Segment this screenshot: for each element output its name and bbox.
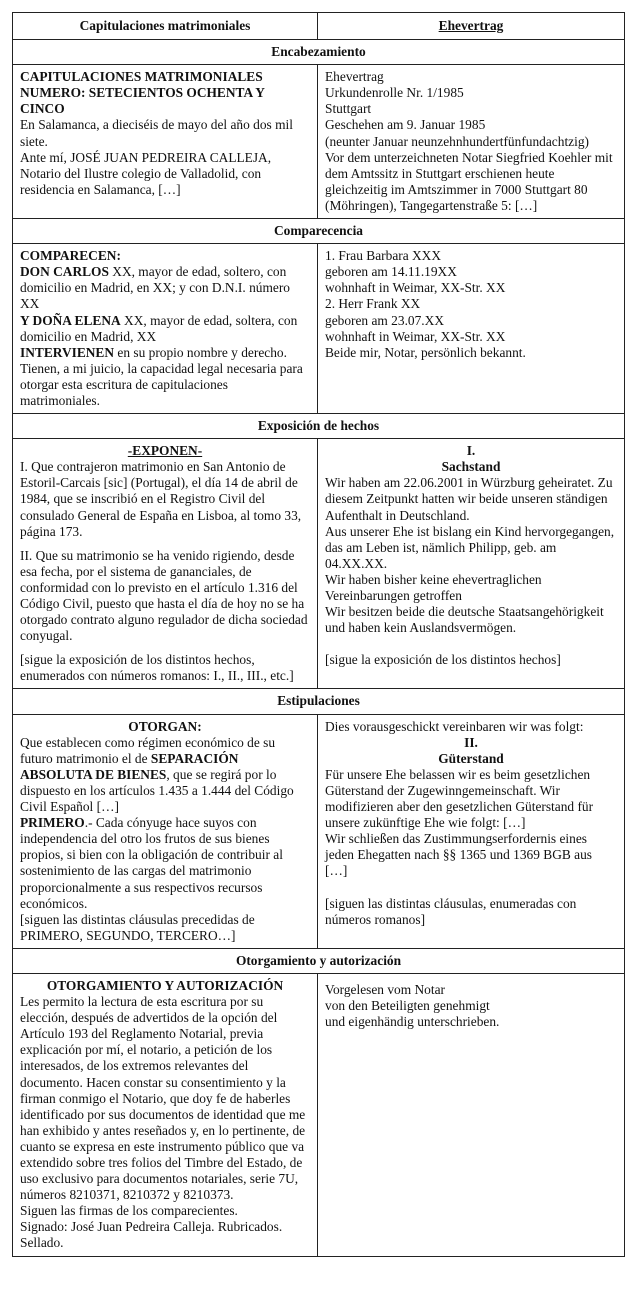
section-band — [13, 948, 625, 973]
contract-comparison-document — [12, 12, 624, 1257]
paragraph: Aus unserer Ehe ist bislang ein Kind hervorgegangen, das am Leben ist, nämlich Philipp, geb. am 04.XX.XX. — [325, 523, 615, 571]
header-row — [13, 13, 625, 40]
section-title-estipulaciones: Estipulaciones — [13, 689, 625, 714]
line: Vorgelesen vom Notar — [325, 981, 445, 997]
paragraph — [20, 345, 310, 361]
header-spanish: Capitulaciones matrimoniales — [13, 13, 318, 40]
paragraph — [20, 313, 310, 345]
section-row-otorgamiento — [13, 973, 625, 1256]
line: Urkundenrolle Nr. 1/1985 — [325, 85, 464, 101]
section-band — [13, 40, 625, 65]
paragraph: [sigue la exposición de los distintos hechos] — [325, 652, 561, 668]
section-heading: COMPARECEN: — [20, 248, 121, 264]
clause-label: PRIMERO — [20, 815, 85, 831]
line: 2. Herr Frank XX — [325, 296, 421, 312]
line: 1. Frau Barbara XXX — [325, 248, 442, 264]
party-name: Y DOÑA ELENA — [20, 312, 121, 328]
party-name: DON CARLOS — [20, 264, 109, 280]
section-title-otorgamiento: Otorgamiento y autorización — [13, 948, 625, 973]
text: , que se regirá por lo dispuesto en los artículos 1.435 a 1.444 del Código Civil Español […] — [20, 766, 294, 815]
paragraph: II. Que su matrimonio se ha venido rigiendo, desde esa fecha, por el sistema de gananciales, de conformidad con lo previsto en el artículo 1.316 del Código Civil, puesto que hasta el día de hoy no se ha otorgado contrato alguno regulador de dicha sociedad conyugal. — [20, 547, 308, 644]
section-title-comparecencia: Comparecencia — [13, 219, 625, 244]
german-cell — [318, 439, 625, 689]
line: geboren am 23.07.XX — [325, 312, 444, 328]
text: Que establecen como régimen económico de su futuro matrimonio el de — [20, 734, 276, 766]
spanish-cell — [13, 65, 318, 219]
section-band — [13, 689, 625, 714]
paragraph: Wir schließen das Zustimmungserfordernis eines jeden Ehegatten nach §§ 1365 und 1369 BGB aus […] — [325, 831, 593, 879]
party-details: XX, mayor de edad, soltero, con domicilio en Madrid, en XX; y con D.N.I. número XX — [20, 264, 290, 312]
header-german: Ehevertrag — [318, 13, 625, 40]
spanish-cell — [13, 973, 318, 1256]
section-row-estipulaciones — [13, 714, 625, 948]
section-number: II. — [464, 734, 478, 750]
line: geboren am 14.11.19XX — [325, 264, 457, 280]
text: en su propio nombre y derecho. — [114, 344, 287, 360]
party-details: XX, mayor de edad, soltera, con domicilio en Madrid, XX — [20, 312, 298, 344]
paragraph: Wir haben am 22.06.2001 in Würzburg geheiratet. Zu diesem Zeitpunkt hatten wir beide unseren ständigen Aufenthalt in Deutschland. — [325, 475, 613, 523]
section-title-encabezamiento: Encabezamiento — [13, 40, 625, 65]
paragraph — [20, 815, 310, 912]
spanish-cell — [13, 244, 318, 414]
line: Geschehen am 9. Januar 1985 — [325, 117, 486, 133]
section-heading: Güterstand — [438, 750, 504, 766]
section-heading: OTORGAN: — [128, 718, 202, 734]
german-cell — [318, 65, 625, 219]
paragraph: [sigue la exposición de los distintos hechos, enumerados con números romanos: I., II., III., etc.] — [20, 652, 294, 684]
section-title-exposicion: Exposición de hechos — [13, 414, 625, 439]
line: von den Beteiligten genehmigt — [325, 998, 490, 1014]
paragraph: Tienen, a mi juicio, la capacidad legal necesaria para otorgar esta escritura de capitulaciones matrimoniales. — [20, 360, 303, 408]
german-cell — [318, 244, 625, 414]
paragraph: Siguen las firmas de los comparecientes. — [20, 1203, 238, 1219]
paragraph: Ante mí, JOSÉ JUAN PEDREIRA CALLEJA, Notario del Ilustre colegio de Valladolid, con residencia en Salamanca, […] — [20, 149, 272, 197]
keyword: INTERVIENEN — [20, 344, 115, 360]
paragraph: Wir haben bisher keine ehevertraglichen Vereinbarungen getroffen — [325, 571, 542, 603]
paragraph: Vor dem unterzeichneten Notar Siegfried Koehler mit dem Amtssitz in Stuttgart erschienen heute gleichzeitig im Amtszimmer in 7000 Stuttgart 80 (Möhringen), Tangegartenstraße 5: […] — [325, 149, 613, 213]
line: Beide mir, Notar, persönlich bekannt. — [325, 344, 526, 360]
text: .- Cada cónyuge hace suyos con independencia del otro los frutos de sus bienes propios, si bien con la obligación de contribuir al sostenimiento de las cargas del matrimonio proporcionalmente a sus respectivos recursos económicos. — [20, 815, 283, 911]
section-row-encabezamiento — [13, 65, 625, 219]
line: und eigenhändig unterschrieben. — [325, 1014, 500, 1030]
german-cell — [318, 973, 625, 1256]
paragraph: Für unsere Ehe belassen wir es beim gesetzlichen Güterstand der Zugewinngemeinschaft. Wir modifizieren aber den gesetzlichen Güterstand für unsere zukünftige Ehe wie folgt: […] — [325, 766, 594, 831]
paragraph: Dies vorausgeschickt vereinbaren wir was folgt: — [325, 718, 584, 734]
line: wohnhaft in Weimar, XX-Str. XX — [325, 328, 506, 344]
paragraph — [20, 735, 310, 815]
comparison-table — [12, 12, 625, 1257]
line: Ehevertrag — [325, 69, 384, 85]
paragraph: En Salamanca, a dieciséis de mayo del año dos mil siete. — [20, 117, 293, 149]
document-heading: CAPITULACIONES MATRIMONIALES NUMERO: SETECIENTOS OCHENTA Y CINCO — [20, 69, 265, 117]
section-row-comparecencia — [13, 244, 625, 414]
paragraph: [siguen las distintas cláusulas precedidas de PRIMERO, SEGUNDO, TERCERO…] — [20, 911, 255, 943]
section-heading: OTORGAMIENTO Y AUTORIZACIÓN — [46, 977, 284, 993]
spanish-cell — [13, 714, 318, 948]
paragraph: Les permito la lectura de esta escritura por su elección, después de advertidos de la opción del Artículo 193 del Reglamento Notarial, previa explicación por mí, el notario, a petición de los interesados, de los extremos relevantes del documento. Hacen constar su consentimiento y la firman conmigo el Notario, que doy fe de haberles identificado por sus documentos de identidad que me han exhibido y antes reseñados y, en lo pertinente, de cuanto se expresa en este instrumento público que va extendido sobre tres folios del Timbre del Estado, de uso exclusivo para documentos notariales, serie 7U, números 8210371, 8210372 y 8210373. — [20, 994, 306, 1203]
paragraph — [20, 264, 310, 312]
line: Stuttgart — [325, 101, 372, 117]
paragraph: Signado: José Juan Pedreira Calleja. Rubricados. Sellado. — [20, 1219, 283, 1251]
section-heading: -EXPONEN- — [127, 443, 203, 459]
section-row-exposicion — [13, 439, 625, 689]
german-cell — [318, 714, 625, 948]
section-number: I. — [466, 443, 476, 459]
paragraph: Wir besitzen beide die deutsche Staatsangehörigkeit und haben kein Auslandsvermögen. — [325, 604, 604, 636]
regime-name: SEPARACIÓN ABSOLUTA DE BIENES — [20, 750, 239, 782]
paragraph: I. Que contrajeron matrimonio en San Antonio de Estoril-Carcais [sic] (Portugal), el día 14 de abril de 1984, que se inscribió en el Registro Civil del consulado General de España en Lisboa, al tomo 33, página 173. — [20, 459, 302, 539]
section-band — [13, 219, 625, 244]
section-band — [13, 414, 625, 439]
section-heading: Sachstand — [441, 459, 501, 475]
spanish-cell — [13, 439, 318, 689]
line: wohnhaft in Weimar, XX-Str. XX — [325, 280, 506, 296]
paragraph: [siguen las distintas cláusulas, enumeradas con números romanos] — [325, 895, 577, 927]
line: (neunter Januar neunzehnhundertfünfundachtzig) — [325, 133, 589, 149]
